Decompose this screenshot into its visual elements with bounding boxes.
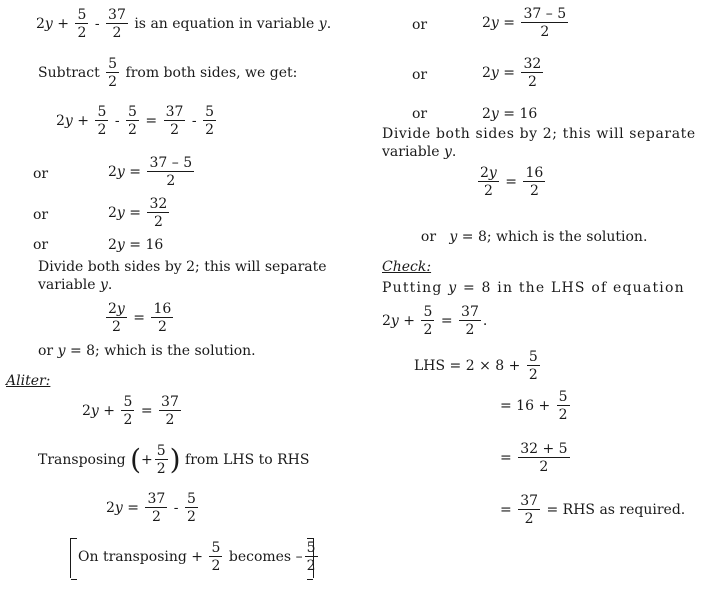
lhs-step-2: = 16 + $\frac{5}{2}$ <box>500 389 568 423</box>
or-label: or <box>33 237 49 253</box>
or-label: or <box>412 67 428 83</box>
equation-aliter: 2y + $\frac{5}{2}$ = $\frac{37}{2}$ <box>82 394 179 428</box>
equation-step: 2y = 16 <box>482 106 538 122</box>
transposing-line: Transposing (+ $\frac{5}{2}$ ) from LHS to RHS <box>38 443 310 477</box>
transposing-note: On transposing + $\frac{5}{2}$ becomes – $\frac{5}{2}$ <box>78 540 316 574</box>
or-label: or <box>33 166 49 182</box>
divide-line-1: Divide both sides by 2; this will separate <box>38 259 327 275</box>
or-label: or <box>412 106 428 122</box>
lhs-step-4: = $\frac{37}{2}$ = RHS as required. <box>500 493 686 527</box>
divide-line-2: variable y. <box>38 277 113 293</box>
subtract-line: Subtract $\frac{5}{2}$ from both sides, we get: <box>38 56 298 90</box>
divide-line-1: Divide both sides by 2; this will separate <box>382 126 696 142</box>
putting-line: Putting y = 8 in the LHS of equation <box>382 280 685 296</box>
equation-given: 2y + $\frac{5}{2}$ - $\frac{37}{2}$ is an equation in variable y. <box>36 7 332 41</box>
equation-divide: $\frac{2y}{2}$ = $\frac{16}{2}$ <box>480 165 544 199</box>
or-label: or <box>33 207 49 223</box>
equation-step: 2y = $\frac{37 - 5}{2}$ <box>482 6 567 40</box>
solution-line: or y = 8; which is the solution. <box>38 343 256 359</box>
equation-step: 2y = $\frac{32}{2}$ <box>108 196 168 230</box>
equation-step: 2y = 16 <box>108 237 164 253</box>
equation-transposed: 2y = $\frac{37}{2}$ - $\frac{5}{2}$ <box>106 491 196 525</box>
or-label: or <box>412 17 428 33</box>
equation-check: 2y + $\frac{5}{2}$ = $\frac{37}{2}$ . <box>382 304 488 338</box>
equation-step: 2y = $\frac{32}{2}$ <box>482 56 542 90</box>
equation-subtract-both: 2y + $\frac{5}{2}$ - $\frac{5}{2}$ = $\frac{37}{2}$ - $\frac{5}{2}$ <box>56 104 214 138</box>
lhs-step-3: = $\frac{32 + 5}{2}$ <box>500 441 568 475</box>
solution-line: or y = 8; which is the solution. <box>420 229 648 245</box>
divide-line-2: variable y. <box>382 144 457 160</box>
lhs-step-1: LHS = 2 × 8 + $\frac{5}{2}$ <box>414 349 538 383</box>
equation-divide: $\frac{2y}{2}$ = $\frac{16}{2}$ <box>108 301 172 335</box>
aliter-heading: Aliter: <box>6 373 51 389</box>
check-heading: Check: <box>382 259 432 275</box>
equation-step: 2y = $\frac{37 - 5}{2}$ <box>108 155 193 189</box>
